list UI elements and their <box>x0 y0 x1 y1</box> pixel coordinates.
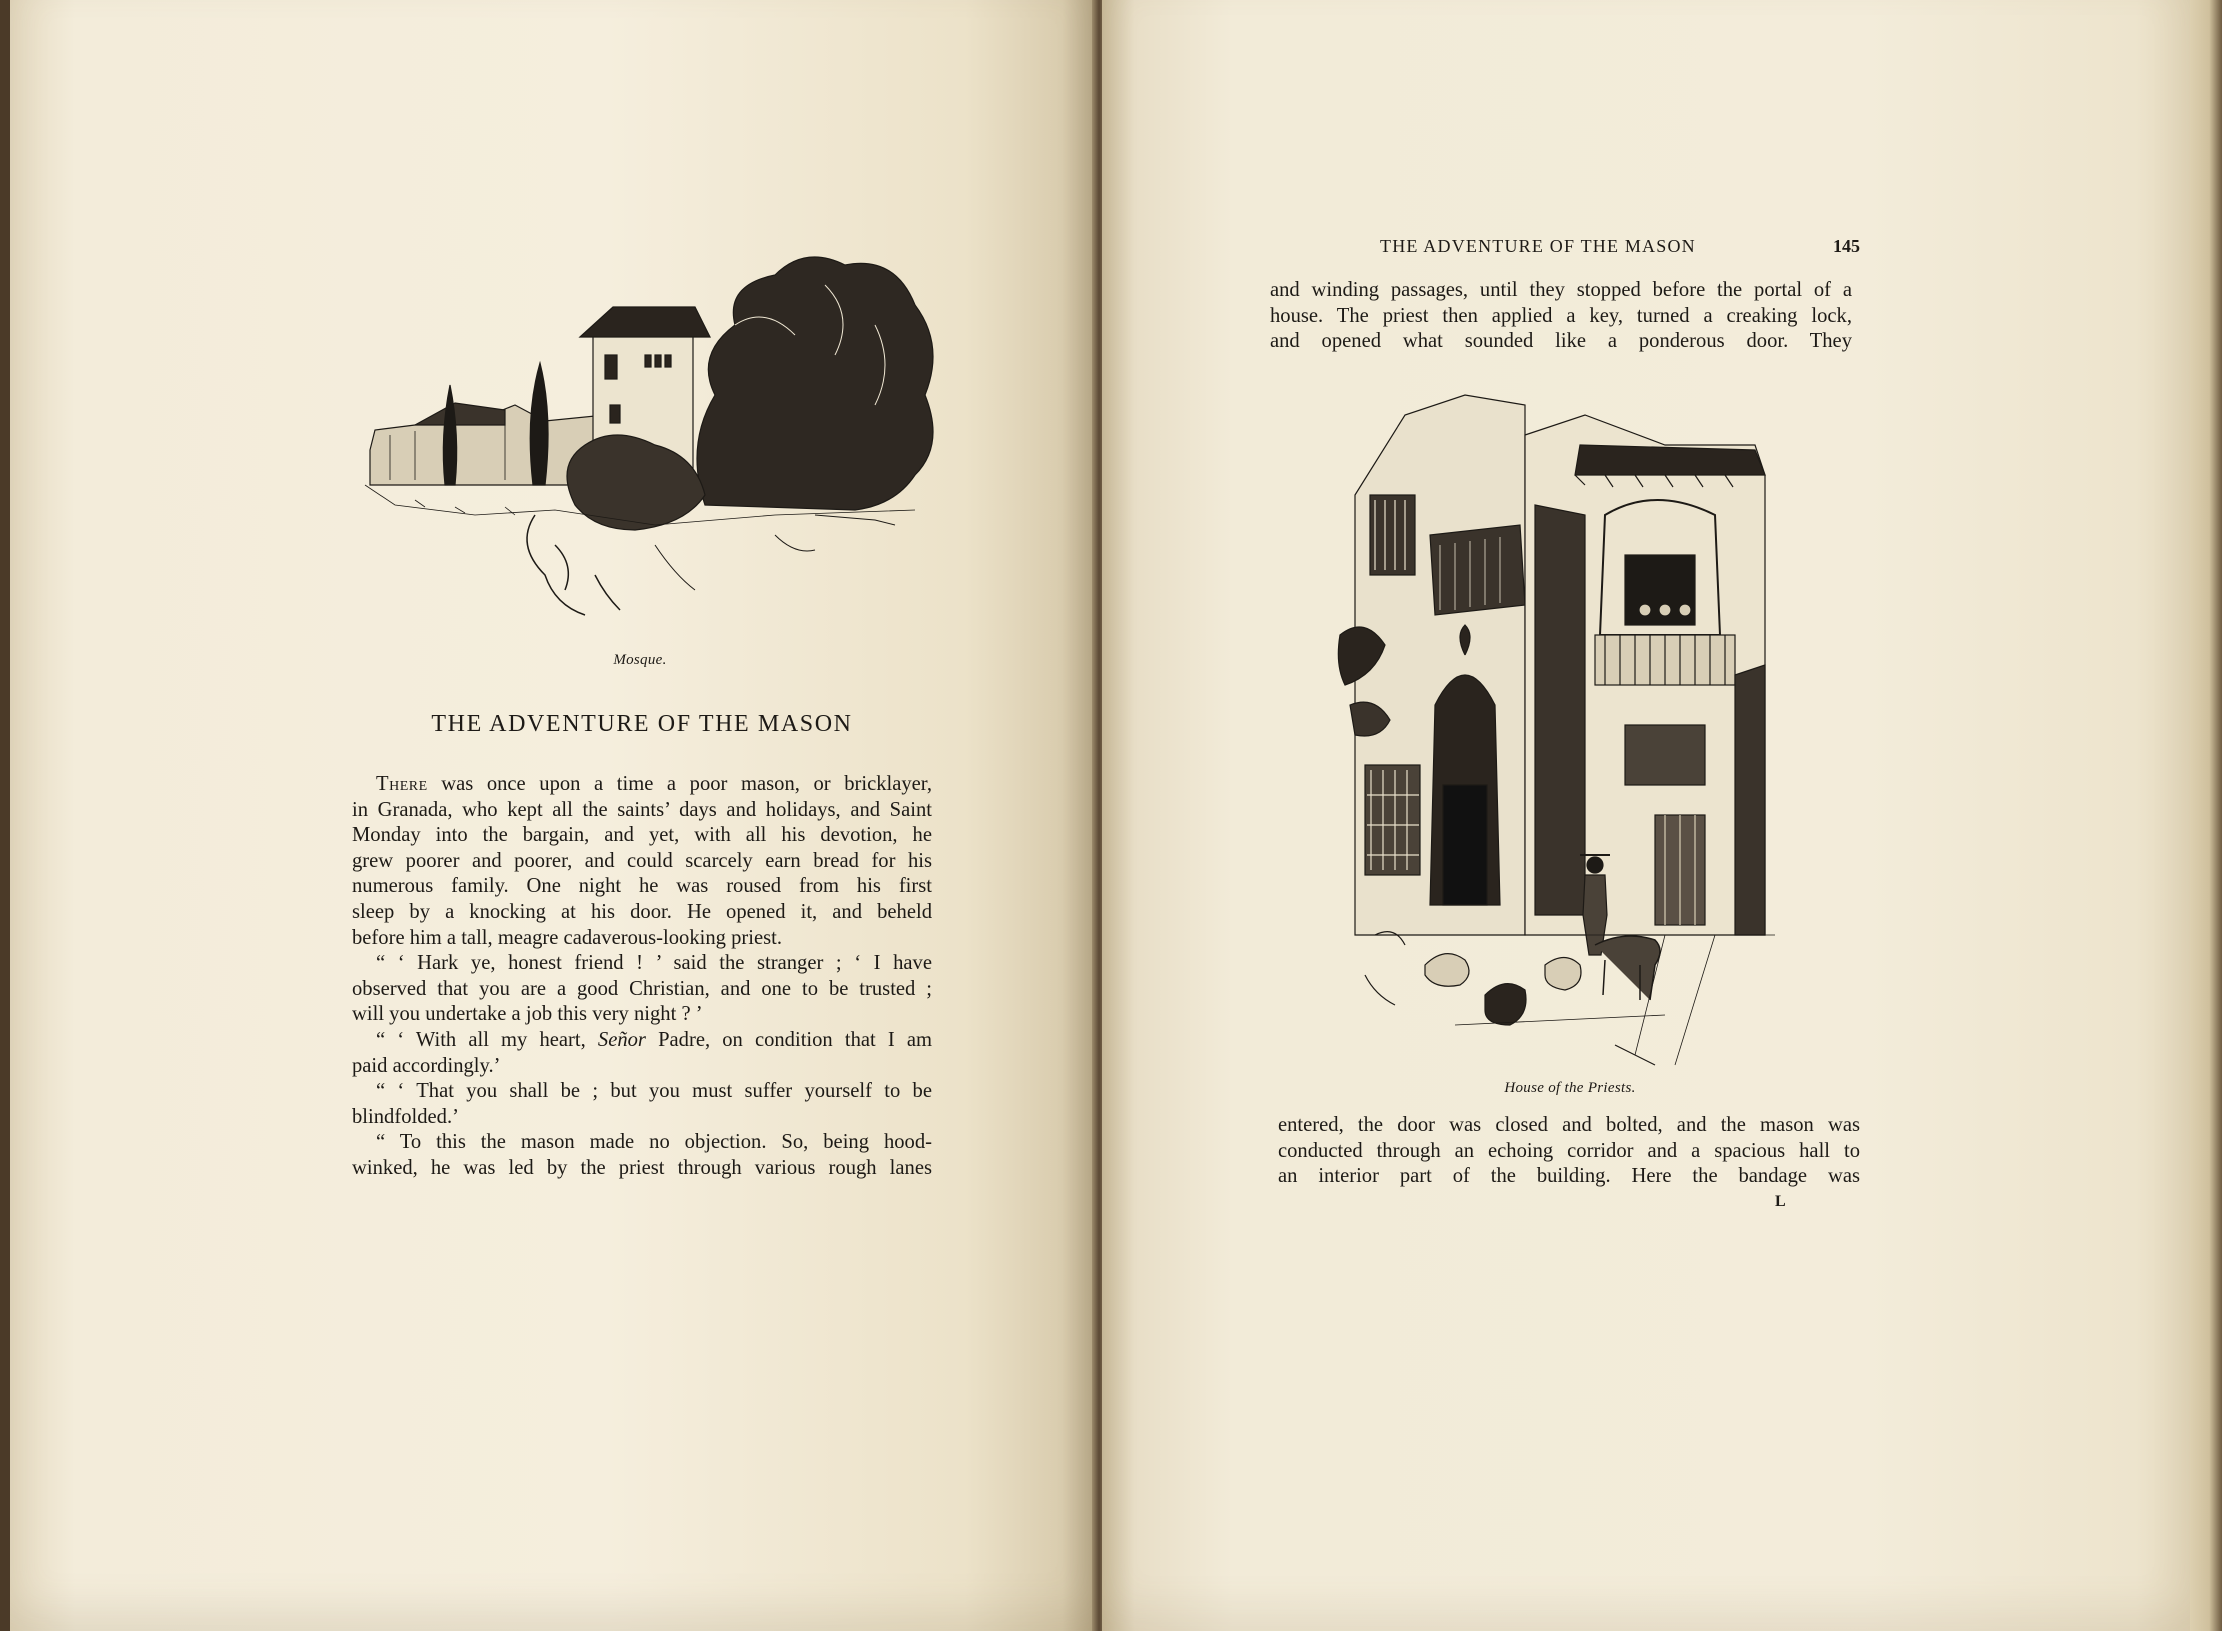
text-line: conducted through an echoing corridor and a spacious hall to <box>1278 1139 1860 1162</box>
right-page-body-bottom <box>1278 1113 1860 1190</box>
signature-mark: L <box>1775 1193 1786 1210</box>
text-line: observed that you are a good Christian, and one to be trusted ; <box>352 977 932 1000</box>
text-line-part: “ ‘ With all my heart, <box>376 1028 598 1051</box>
text-line: paid accordingly.’ <box>352 1054 501 1077</box>
drop-word: There <box>376 773 428 795</box>
text-line: numerous family. One night he was roused from his first <box>352 875 932 898</box>
mosque-illustration <box>355 245 945 635</box>
text-line: in Granada, who kept all the saints’ days and holidays, and Saint <box>352 798 932 821</box>
text-line: Monday into the bargain, and yet, with all his devotion, he <box>352 824 932 847</box>
right-page-body-top <box>1270 278 1852 355</box>
text-line: “ To this the mason made no objection. So, being hood- <box>376 1131 932 1154</box>
text-line: winked, he was led by the priest through various rough lanes <box>352 1156 932 1179</box>
italic-word: Señor <box>597 1028 646 1051</box>
text-line: blindfolded.’ <box>352 1105 459 1128</box>
text-line: grew poorer and poorer, and could scarcely earn bread for his <box>352 849 932 872</box>
illustration-caption: House of the Priests. <box>1504 1080 1636 1096</box>
text-line-part: Padre, on condition that I am <box>645 1028 932 1051</box>
house-of-priests-illustration <box>1335 375 1790 1075</box>
text-line: will you undertake a job this very night ? ’ <box>352 1003 703 1026</box>
left-page-body <box>352 772 932 1182</box>
text-line-rest: was once upon a time a poor mason, or bricklayer, <box>427 773 932 795</box>
text-line: and winding passages, until they stopped before the portal of a <box>1270 279 1852 301</box>
text-line: and opened what sounded like a ponderous door. They <box>1270 330 1852 353</box>
text-line <box>352 1028 932 1054</box>
illustration-caption: Mosque. <box>613 652 667 668</box>
chapter-title: THE ADVENTURE OF THE MASON <box>431 711 853 737</box>
text-line: house. The priest then applied a key, turned a creaking lock, <box>1270 304 1852 327</box>
running-head: THE ADVENTURE OF THE MASON <box>1380 236 1696 256</box>
text-line <box>352 772 932 798</box>
page-number: 145 <box>1833 236 1860 256</box>
text-line: “ ‘ Hark ye, honest friend ! ’ said the stranger ; ‘ I have <box>376 952 932 975</box>
text-line: “ ‘ That you shall be ; but you must suffer yourself to be <box>376 1080 932 1103</box>
text-line: entered, the door was closed and bolted, and the mason was <box>1278 1114 1860 1136</box>
text-line: sleep by a knocking at his door. He opened it, and beheld <box>352 900 932 923</box>
text-line: an interior part of the building. Here the bandage was <box>1278 1165 1860 1188</box>
page-edge <box>2190 0 2222 1631</box>
text-line: before him a tall, meagre cadaverous-looking priest. <box>352 926 783 949</box>
